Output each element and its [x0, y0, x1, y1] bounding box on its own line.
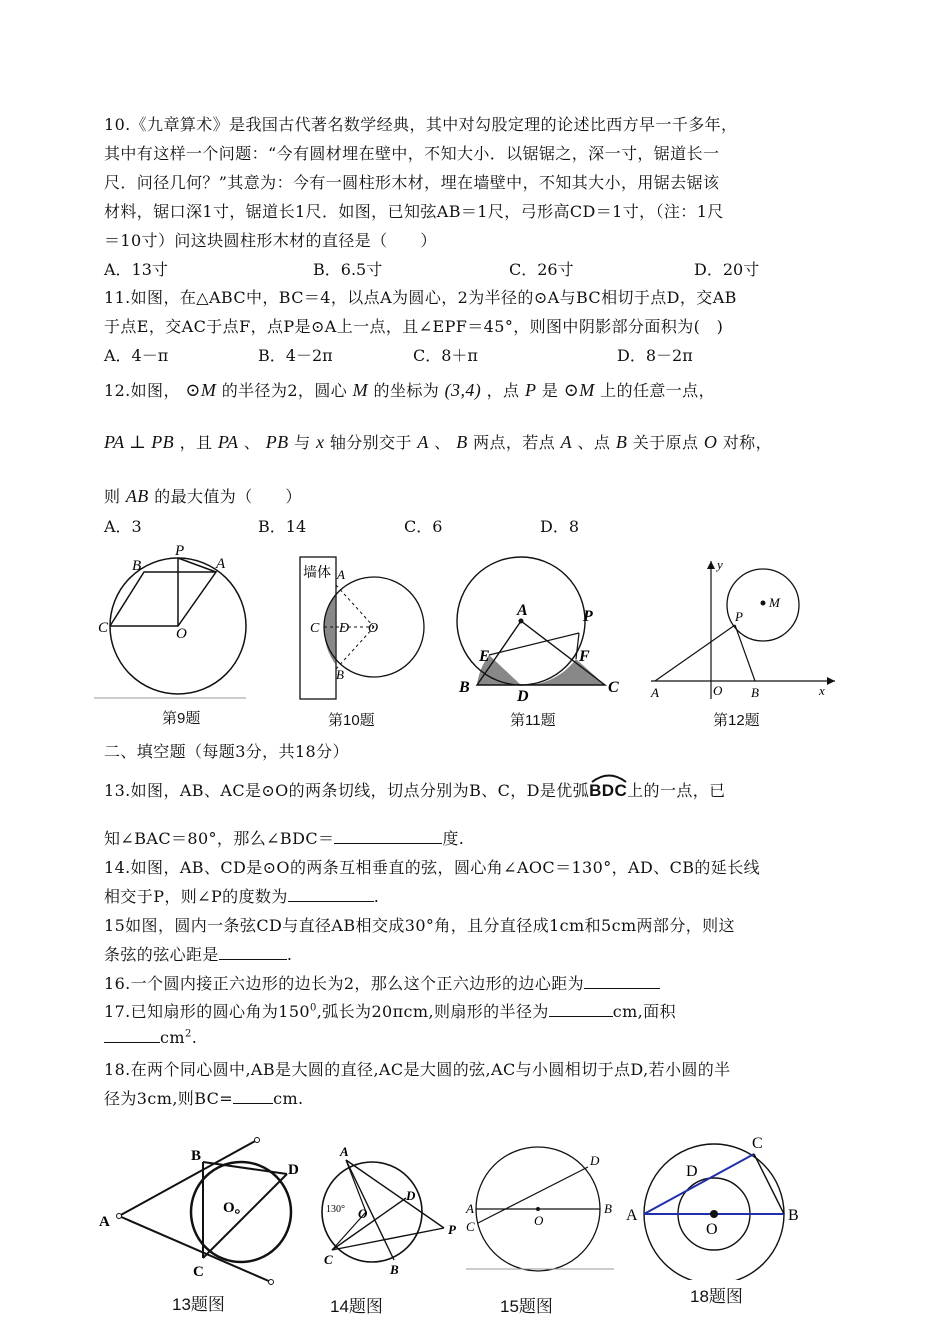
q10-line-4: 材料，锯口深1寸，锯道长1尺．如图，已知弦AB＝1尺，弓形高CD＝1寸，（注：1尺: [104, 202, 724, 221]
fig15-label-a: A: [466, 1201, 474, 1216]
fig13-endpoint-2: [269, 1280, 274, 1285]
fig12-label-y: y: [717, 557, 723, 572]
q18-line-2: 径为3cm,则BC= cm.: [104, 1089, 304, 1108]
section-2-heading: 二、填空题（每题3分，共18分）: [104, 742, 349, 761]
fig12-label-a: A: [651, 685, 659, 700]
fig15-label-d: D: [590, 1153, 600, 1168]
caption-fig9: 第9题: [162, 710, 201, 727]
fig11-center-dot: [519, 619, 524, 624]
q11-option-d: D．8－2π: [617, 346, 693, 365]
figure-13: [95, 1130, 305, 1290]
q11-option-a: A．4－π: [104, 346, 169, 365]
fig13-label-d: D: [288, 1162, 299, 1178]
q12-option-a: A．3: [104, 517, 142, 536]
fig9-parallelogram: [110, 572, 216, 626]
fig13-endpoint-1: [255, 1138, 260, 1143]
figure-15: [462, 1145, 622, 1275]
caption-fig15: 15题图: [500, 1297, 553, 1316]
q18-answer-blank[interactable]: [233, 1089, 273, 1104]
fig9-label-c: C: [98, 620, 109, 636]
fig12-label-b: B: [751, 685, 759, 700]
figure-10: [296, 555, 436, 705]
fig9-label-p: P: [175, 543, 185, 559]
q12-line-3: 则 AB 的最大值为（ ）: [104, 486, 302, 506]
fig10-wall-label: 墙体: [303, 566, 331, 581]
caption-fig18: 18题图: [690, 1287, 743, 1306]
q16-line-1: 16.一个圆内接正六边形的边长为2，那么这个正六边形的边心距为: [104, 971, 660, 994]
fig13-point-a: [117, 1214, 122, 1219]
fig14-label-p: P: [448, 1222, 456, 1237]
fig10-label-o: O: [368, 621, 379, 636]
q12-line-1: 12.如图， ⊙M 的半径为2，圆心 M 的坐标为 (3,4) ，点 P 是 ⊙M 上的任意一点，: [104, 380, 715, 400]
caption-fig11: 第11题: [510, 712, 556, 729]
fig12-line-pb: [735, 625, 755, 681]
q12-option-d: D．8: [540, 517, 580, 536]
fig9-label-o: O: [176, 626, 187, 642]
fig14-angle-label: 130°: [326, 1204, 345, 1215]
fig15-label-b: B: [604, 1201, 612, 1216]
q17-area-blank[interactable]: [104, 1028, 160, 1043]
figure-14: [310, 1140, 470, 1285]
fig13-label-a: A: [99, 1214, 110, 1230]
q12-option-c: C．6: [404, 517, 443, 536]
fig12-label-x: x: [819, 683, 825, 698]
q14-line-2: 相交于P，则∠P的度数为 .: [104, 887, 380, 906]
q17-line-1: 17.已知扇形的圆心角为$150^0$,弧长为20πcm,则扇形的半径为 cm,面积: [104, 1002, 676, 1021]
arc-bdc-notation: BDC: [589, 781, 627, 801]
fig13-chord-cd: [203, 1174, 287, 1258]
q10-option-d: D．20寸: [694, 260, 760, 279]
q15-line-2: 条弦的弦心距是 .: [104, 945, 293, 964]
q13-line-2: 知∠BAC＝80°，那么∠BDC＝ 度.: [104, 829, 465, 848]
fig12-label-m: M: [769, 595, 780, 610]
fig12-line-pa: [655, 625, 735, 681]
q11-option-c: C．8＋π: [413, 346, 478, 365]
fig11-label-b: B: [459, 679, 470, 696]
fig18-chord-ac: [644, 1154, 754, 1214]
fig10-label-a: A: [337, 567, 345, 582]
q10-line-3: 尺．问径几何？”其意为：今有一圆柱形木材，埋在墙壁中，不知其大小，用锯去锯该: [104, 173, 720, 192]
caption-fig14: 14题图: [330, 1297, 383, 1316]
q10-option-b: B．6.5寸: [313, 260, 383, 279]
fig15-label-c: C: [466, 1219, 475, 1234]
q17-line-2: $cm^2$.: [104, 1028, 197, 1047]
fig11-label-f: F: [579, 648, 590, 665]
fig12-label-o: O: [713, 683, 723, 698]
q13-answer-blank[interactable]: [334, 829, 442, 844]
fig18-center-dot: [710, 1210, 718, 1218]
q17-radius-blank[interactable]: [549, 1002, 613, 1017]
q14-answer-blank[interactable]: [288, 887, 374, 902]
arc-symbol: [589, 773, 629, 783]
fig18-label-d: D: [686, 1163, 698, 1180]
q11-line-1: 11.如图，在△ABC中，BC＝4，以点A为圆心，2为半径的⊙A与BC相切于点D，交AB: [104, 288, 737, 307]
fig13-label-c: C: [193, 1264, 204, 1280]
q10-line-1: 10.《九章算术》是我国古代著名数学经典，其中对勾股定理的论述比西方早一千多年，: [104, 115, 738, 134]
fig11-line-ep: [489, 633, 579, 655]
fig18-chord-bc: [754, 1154, 784, 1214]
fig9-label-a: A: [216, 556, 226, 572]
caption-fig10: 第10题: [328, 712, 375, 729]
fig12-x-arrow: [827, 677, 835, 685]
q14-line-1: 14.如图，AB、CD是⊙O的两条互相垂直的弦，圆心角∠AOC＝130°，AD、CB的延长线: [104, 858, 760, 877]
fig10-label-b: B: [336, 667, 344, 682]
fig12-y-arrow: [707, 561, 715, 569]
fig11-label-c: C: [608, 679, 619, 696]
fig14-label-d: D: [406, 1188, 416, 1203]
q10-line-5: ＝10寸）问这块圆柱形木材的直径是（ ）: [104, 231, 437, 250]
fig14-label-o: O: [358, 1206, 368, 1221]
fig12-center-dot: [761, 601, 766, 606]
caption-fig12: 第12题: [713, 712, 760, 729]
fig18-label-c: C: [752, 1135, 763, 1152]
fig11-label-a: A: [517, 602, 528, 619]
figure-18: [620, 1130, 810, 1280]
q13-line-1: 13.如图，AB、AC是⊙O的两条切线，切点分别为B、C，D是优弧 BDC上的一点，已: [104, 778, 726, 801]
q12-line-2: PA ⊥ PB ，且 PA 、 PB 与 x 轴分别交于 A 、 B 两点，若点 A 、点 B 关于原点 O 对称，: [104, 432, 772, 452]
fig12-label-p: P: [735, 609, 743, 624]
fig11-label-d: D: [517, 688, 529, 705]
figure-11: [455, 555, 625, 705]
caption-fig13: 13题图: [172, 1295, 225, 1314]
fig14-label-b: B: [390, 1262, 399, 1277]
q15-line-1: 15如图，圆内一条弦CD与直径AB相交成30°角，且分直径成1cm和5cm两部分，则这: [104, 916, 735, 935]
q12-option-b: B．14: [258, 517, 307, 536]
fig9-label-b: B: [132, 558, 142, 574]
fig15-chord-cd: [478, 1167, 588, 1223]
fig15-center-dot: [536, 1207, 540, 1211]
fig11-label-p: P: [583, 608, 593, 625]
q10-option-a: A．13寸: [104, 260, 168, 279]
q10-option-c: C．26寸: [509, 260, 574, 279]
fig14-radius-oa: [346, 1160, 366, 1212]
fig15-label-o: O: [534, 1213, 544, 1228]
fig13-label-b: B: [191, 1148, 202, 1164]
q18-line-1: 18.在两个同心圆中,AB是大圆的直径,AC是大圆的弦,AC与小圆相切于点D,若小圆的半: [104, 1060, 731, 1079]
figure-9: [94, 540, 254, 705]
fig10-label-d: D: [339, 621, 350, 636]
fig13-label-o: O。: [223, 1200, 250, 1216]
q16-answer-blank[interactable]: [584, 974, 660, 989]
q11-option-b: B．4－2π: [258, 346, 333, 365]
fig14-label-c: C: [324, 1252, 333, 1267]
fig18-label-a: A: [626, 1207, 638, 1224]
figure-12: [645, 555, 845, 700]
fig18-label-b: B: [788, 1207, 799, 1224]
fig11-label-e: E: [479, 648, 490, 665]
q11-line-2: 于点E，交AC于点F，点P是⊙A上一点，且∠EPF＝45°，则图中阴影部分面积为( ): [104, 317, 724, 336]
fig14-chord-ab: [346, 1160, 394, 1260]
fig14-label-a: A: [340, 1144, 349, 1159]
fig10-label-c: C: [310, 621, 320, 636]
fig18-label-o: O: [706, 1221, 718, 1238]
q10-line-2: 其中有这样一个问题：“今有圆材埋在壁中，不知大小．以锯锯之，深一寸，锯道长一: [104, 144, 720, 163]
q15-answer-blank[interactable]: [219, 945, 287, 960]
